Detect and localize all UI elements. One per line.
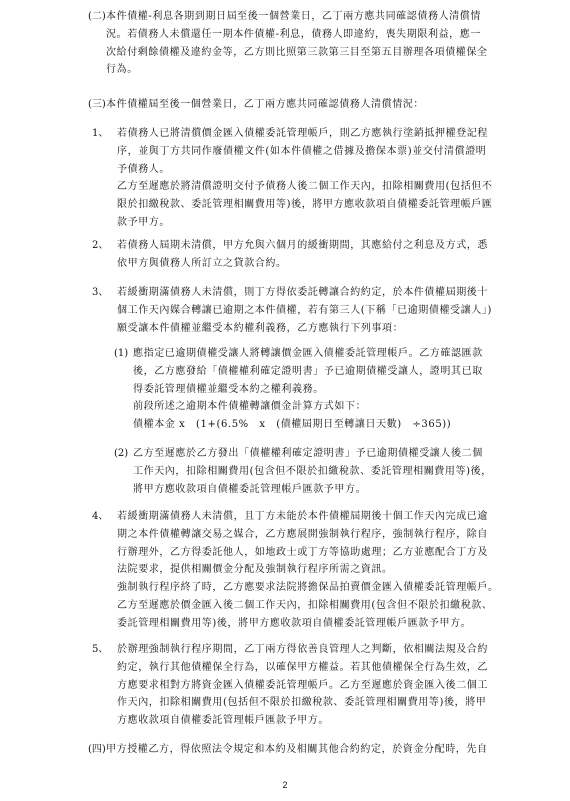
item-4-marker: 4、 [92, 511, 109, 522]
formula-line: 債權本金 x (1+(6.5% x (債權屆期日至轉讓日天數) ÷365)) [133, 419, 452, 431]
text-line: 法院要求，提供相關價金分配及強制執行程序所需之資訊。 [117, 564, 393, 576]
text-line: 序，並與丁方共同作廢債權文件(如本件債權之借據及擔保本票)並交付清償證明 [117, 145, 487, 157]
text-line: 次給付剩餘債權及違約金等，乙方則比照第三款第三目至第五目辦理各項債權保全 [106, 46, 488, 58]
text-line: 若緩衝期滿債務人未清償，則丁方得依委託轉讓合約約定，於本件債權屆期後十 [117, 287, 488, 298]
section-2-paragraph [106, 8, 488, 79]
text-line: 前段所述之逾期本件債權轉讓價金計算方式如下： [133, 401, 367, 413]
text-line: 本件債權屆至後一個營業日，乙丁兩方應共同確認債務人清償情況： [106, 99, 424, 110]
text-line: 工作天內，扣除相關費用(包含但不限於扣繳稅款、委託管理相關費用等)後， [133, 465, 492, 477]
text-line: 強制執行程序終了時，乙方應要求法院將擔保品拍賣價金匯入債權委託管理帳戶。 [117, 582, 499, 594]
text-line: 若債務人屆期未清償，甲方允與六個月的緩衝期間，其應給付之利息及方式，悉 [117, 240, 488, 251]
item-3-paragraph [117, 284, 492, 337]
text-line: 方應收款項自債權委託管理帳戶匯款予甲方。 [117, 715, 329, 727]
text-line: 作天內，扣除相關費用(包括但不限於扣繳稅款、委託管理相關費用等)後，將甲 [117, 697, 487, 709]
text-line: 行辦理外，乙方得委託他人，如地政士或丁方等協助處理；乙方並應配合丁方及 [117, 546, 488, 558]
text-line: 委託管理相關費用等)後，將甲方應收款項自債權委託管理帳戶匯款予甲方。 [117, 617, 472, 629]
section-2-marker: (二) [88, 11, 106, 22]
item-1-marker: 1、 [92, 128, 109, 139]
item-2-marker: 2、 [92, 240, 109, 251]
text-line: 方應要求相對方將資金匯入債權委託管理帳戶。乙方至遲應於資金匯入後二個工 [117, 679, 488, 691]
sub-item-1-marker: (1) [114, 348, 129, 359]
text-line: 期之本件債權轉讓交易之媒合，乙方應展開強制執行程序，強制執行程序，除自 [117, 528, 488, 540]
text-line: 若緩衝期滿債務人未清償，且丁方未能於本件債權屆期後十個工作天內完成已逾 [117, 511, 488, 522]
text-line: 將甲方應收款項自債權委託管理帳戶匯款予甲方。 [133, 483, 367, 495]
item-5-marker: 5、 [92, 644, 109, 655]
sub-item-2-paragraph [133, 445, 492, 498]
item-3-marker: 3、 [92, 287, 109, 298]
section-3-intro [106, 96, 424, 114]
text-line: 乙方至遲應於將清償證明交付予債務人後二個工作天內，扣除相關費用(包括但不 [117, 181, 493, 193]
item-1-paragraph [117, 125, 493, 232]
text-line: 甲方授權乙方，得依照法令規定和本約及相關其他合約約定，於資金分配時，先自 [106, 744, 488, 755]
text-line: 予債務人。 [117, 163, 170, 175]
text-line: 得委託管理債權並繼受本約之權利義務。 [133, 383, 324, 395]
text-line: 後，乙方應發給「債權權利確定證明書」予已逾期債權受讓人，證明其已取 [133, 365, 483, 377]
text-line: 乙方至遲應於價金匯入後二個工作天內，扣除相關費用(包含但不限於扣繳稅款、 [117, 599, 493, 611]
sub-item-1-paragraph [133, 345, 483, 434]
text-line: 本件債權-利息各期到期日屆至後一個營業日，乙丁兩方應共同確認債務人清償情 [106, 11, 481, 22]
item-5-paragraph [117, 641, 488, 730]
text-line: 乙方至遲應於乙方發出「債權權利確定證明書」予已逾期債權受讓人後二個 [133, 448, 483, 459]
text-line: 若債務人已將清償價金匯入債權委託管理帳戶，則乙方應執行塗銷抵押權登記程 [117, 128, 488, 139]
text-line: 依甲方與債務人所訂立之貸款合約。 [117, 257, 287, 269]
sub-item-2-marker: (2) [114, 448, 129, 459]
text-line: 限於扣繳稅款、委託管理相關費用等)後，將甲方應收款項自債權委託管理帳戶匯 [117, 199, 493, 211]
text-line: 行為。 [106, 64, 138, 76]
text-line: 應指定已逾期債權受讓人將轉讓價金匯入債權委託管理帳戶。乙方確認匯款 [133, 348, 483, 359]
item-2-paragraph [117, 237, 488, 273]
text-line: 款予甲方。 [117, 216, 170, 228]
section-4-marker: (四) [88, 744, 106, 755]
text-line: 於辦理強制執行程序期間，乙丁兩方得依善良管理人之判斷，依相關法規及合約 [117, 644, 488, 655]
page-number: 2 [282, 780, 288, 790]
text-line: 個工作天內媒合轉讓已逾期之本件債權，若有第三人(下稱「已逾期債權受讓人」) [117, 304, 493, 316]
text-line: 況。若債務人未償還任一期本件債權-利息，債務人即違約，喪失期限利益，應一 [106, 28, 481, 40]
text-line: 願受讓本件債權並繼受本約權利義務，乙方應執行下列事項： [117, 322, 404, 334]
text-line: 約定，執行其他債權保全行為，以確保甲方權益。若其他債權保全行為生效，乙 [117, 661, 488, 673]
section-4-paragraph [106, 741, 488, 759]
section-3-marker: (三) [88, 99, 106, 110]
item-4-paragraph [117, 508, 499, 633]
